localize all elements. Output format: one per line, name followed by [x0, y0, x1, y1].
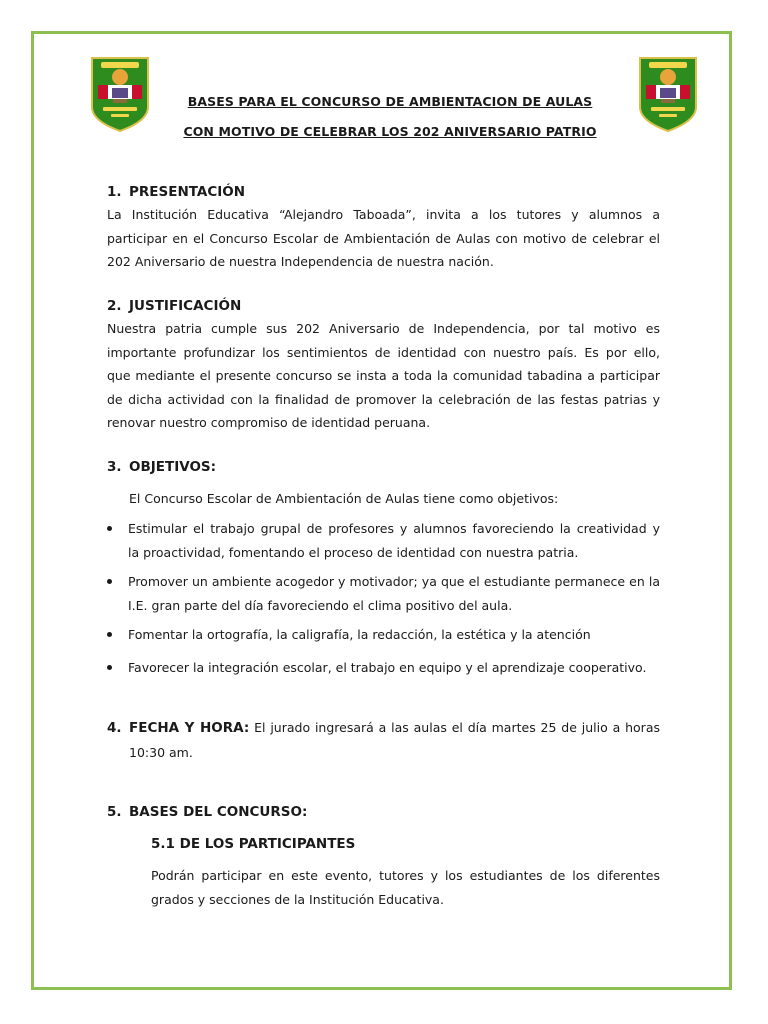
school-crest-icon — [89, 55, 151, 133]
list-item: Favorecer la integración escolar, el trabajo en equipo y el aprendizaje cooperativo. — [107, 656, 660, 680]
page-border — [31, 31, 732, 990]
subsection-heading-participantes: 5.1 DE LOS PARTICIPANTES — [151, 836, 356, 852]
document-title-line2: CON MOTIVO DE CELEBRAR LOS 202 ANIVERSARIO PATRIO — [183, 124, 597, 139]
subsection-body-participantes: Podrán participar en este evento, tutores y los estudiantes de los diferentes grados y secciones de la Institución Educativa. — [151, 868, 660, 907]
list-item: Fomentar la ortografía, la caligrafía, la redacción, la estética y la atención — [107, 623, 660, 647]
list-item: Promover un ambiente acogedor y motivador; ya que el estudiante permanece en la I.E. gran parte del día favoreciendo el clima positivo del aula. — [107, 570, 660, 618]
section-body-justificacion: Nuestra patria cumple sus 202 Aniversario de Independencia, por tal motivo es importante profundizar los sentimientos de identidad con nuestro país. Es por ello, que mediante el presente concurso se insta a toda la comunidad tabadina a participar de dicha actividad con la finalidad de promover la celebración de las festas patrias y renovar nuestro compromiso de identidad peruana. — [107, 321, 660, 430]
bullet-icon — [107, 665, 112, 670]
section-heading-objetivos: 3. OBJETIVOS: — [107, 459, 217, 475]
bullet-icon — [107, 526, 112, 531]
section-heading-justificacion: 2. JUSTIFICACIÓN — [107, 298, 242, 314]
objectives-intro: El Concurso Escolar de Ambientación de Aulas tiene como objetivos: — [129, 491, 559, 506]
bullet-icon — [107, 632, 112, 637]
section-heading-presentacion: 1. PRESENTACIÓN — [107, 184, 246, 200]
section-heading-fecha-hora: FECHA Y HORA: — [129, 720, 250, 736]
section-body-presentacion: La Institución Educativa “Alejandro Taboada”, invita a los tutores y alumnos a participar en el Concurso Escolar de Ambientación de Aulas con motivo de celebrar el 202 Aniversario de nuestra Independencia de nuestra nación. — [107, 207, 660, 269]
section-heading-bases: 5. BASES DEL CONCURSO: — [107, 804, 308, 820]
school-crest-icon — [637, 55, 699, 133]
section-fecha-hora: 4. FECHA Y HORA: El jurado ingresará a las aulas el día martes 25 de julio a horas 10:30 am. — [107, 720, 660, 760]
bullet-icon — [107, 579, 112, 584]
list-item: Estimular el trabajo grupal de profesores y alumnos favoreciendo la creatividad y la proactividad, fomentando el proceso de identidad con nuestra patria. — [107, 517, 660, 565]
document-title-line1: BASES PARA EL CONCURSO DE AMBIENTACION DE AULAS — [187, 94, 593, 109]
